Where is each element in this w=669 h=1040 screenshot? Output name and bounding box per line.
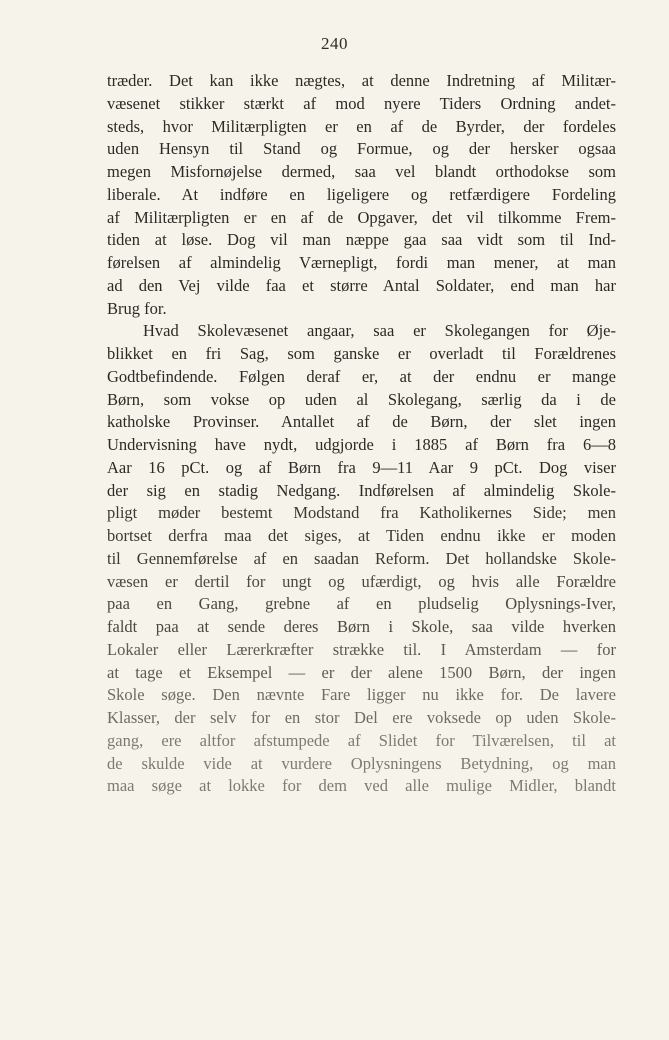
text-line: tiden at løse. Dog vil man næppe gaa saa vidt som til Ind- (107, 230, 616, 250)
text-line: at tage et Eksempel — er der alene 1500 Børn, der ingen (107, 662, 616, 682)
body-text (107, 70, 616, 798)
text-line: træder. Det kan ikke nægtes, at denne Indretning af Militær- (107, 71, 616, 90)
text-line: Børn, som vokse op uden al Skolegang, særlig da i de (107, 389, 616, 409)
text-line: maa søge at lokke for dem ved alle mulige Midler, blandt (107, 776, 616, 796)
text-line: Undervisning have nydt, udgjorde i 1885 af Børn fra 6—8 (107, 435, 616, 454)
text-line: Skole søge. Den nævnte Fare ligger nu ikke for. De lavere (107, 685, 616, 705)
text-line: Aar 16 pCt. og af Børn fra 9—11 Aar 9 pCt. Dog viser (107, 457, 616, 477)
text-line: væsen er dertil for ungt og ufærdigt, og hvis alle Forældre (107, 571, 616, 591)
text-line: gang, ere altfor afstumpede af Slidet for Tilværelsen, til at (107, 730, 616, 750)
text-line: førelsen af almindelig Værnepligt, fordi man mener, at man (107, 253, 616, 272)
text-line: væsenet stikker stærkt af mod nyere Tiders Ordning andet- (107, 93, 616, 113)
text-line: katholske Provinser. Antallet af de Børn, der slet ingen (107, 412, 616, 432)
text-line: blikket en fri Sag, som ganske er overladt til Forældrenes (107, 344, 616, 363)
text-line: Lokaler eller Lærerkræfter strække til. I Amsterdam — for (107, 639, 616, 659)
text-line: Brug for. (107, 298, 167, 318)
text-line: steds, hvor Militærpligten er en af de Byrder, der fordeles (107, 116, 616, 136)
text-line: pligt møder bestemt Modstand fra Katholikernes Side; men (107, 503, 616, 523)
text-line: Klasser, der selv for en stor Del ere voksede op uden Skole- (107, 708, 616, 727)
paragraph-start-line: Hvad Skolevæsenet angaar, saa er Skolegangen for Øje- (143, 321, 616, 341)
text-line: af Militærpligten er en af de Opgaver, det vil tilkomme Frem- (107, 207, 616, 227)
text-line: liberale. At indføre en ligeligere og retfærdigere Fordeling (107, 184, 616, 204)
text-line: megen Misfornøjelse dermed, saa vel blandt orthodokse som (107, 162, 616, 181)
text-line: uden Hensyn til Stand og Formue, og der hersker ogsaa (107, 139, 616, 159)
text-line: bortset derfra maa det siges, at Tiden endnu ikke er moden (107, 526, 616, 545)
text-line: ad den Vej vilde faa et større Antal Soldater, end man har (107, 275, 616, 295)
text-line: der sig en stadig Nedgang. Indførelsen af almindelig Skole- (107, 480, 616, 500)
page-number: 240 (321, 34, 348, 53)
text-line: de skulde vide at vurdere Oplysningens Betydning, og man (107, 753, 616, 773)
text-line: Godtbefindende. Følgen deraf er, at der endnu er mange (107, 366, 616, 386)
text-line: til Gennemførelse af en saadan Reform. Det hollandske Skole- (107, 548, 616, 568)
text-line: paa en Gang, grebne af en pludselig Oplysnings-Iver, (107, 594, 616, 614)
text-line: faldt paa at sende deres Børn i Skole, saa vilde hverken (107, 617, 616, 636)
